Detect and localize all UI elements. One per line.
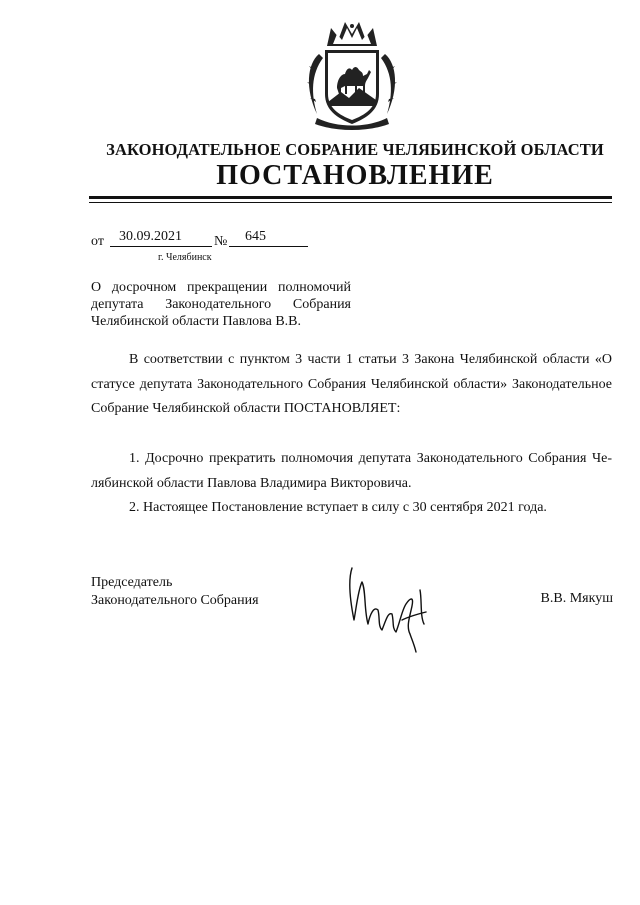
coat-of-arms-icon: [297, 14, 407, 134]
subject-line: депутата Законодательного Собрания: [91, 297, 351, 312]
subject-line: Челябинской области Павлова В.В.: [91, 314, 301, 329]
signatory-title-line: Председатель: [91, 575, 173, 590]
document-type-heading: ПОСТАНОВЛЕНИЕ: [216, 160, 494, 191]
date-underline: [110, 246, 212, 247]
header-divider-thin: [89, 202, 612, 203]
document-subject: [91, 279, 351, 330]
header-divider-thick: [89, 196, 612, 199]
subject-line: О досрочном прекращении полномочий: [91, 280, 351, 295]
organization-title: ЗАКОНОДАТЕЛЬНОЕ СОБРАНИЕ ЧЕЛЯБИНСКОЙ ОБЛАСТИ: [106, 140, 604, 159]
signatory-title: [91, 574, 259, 610]
city-label: г. Челябинск: [158, 252, 212, 263]
number-underline: [229, 246, 308, 247]
document-number: 645: [245, 229, 266, 244]
resolution-item-1: 1. Досрочно прекратить полномочия депутата Законодательного Собрания Челябинской области Павлова Владимира Викторовича.: [91, 451, 612, 491]
resolution-item-2: 2. Настоящее Постановление вступает в силу с 30 сентября 2021 года.: [129, 500, 547, 515]
document-date: 30.09.2021: [119, 229, 182, 244]
signatory-name: В.В. Мякуш: [540, 591, 613, 606]
signatory-title-line: Законодательного Собрания: [91, 593, 259, 608]
handwritten-signature: [340, 560, 450, 655]
number-sign-label: №: [214, 234, 228, 249]
date-prefix-label: от: [91, 234, 104, 249]
preamble-paragraph: В соответствии с пунктом 3 части 1 статьи 3 Закона Челябинской области «О статусе депутата Законодательного Собрания Челябинской области» Законодательное Собрание Челябинской области ПОСТАНОВЛЯЕТ:: [91, 352, 612, 416]
